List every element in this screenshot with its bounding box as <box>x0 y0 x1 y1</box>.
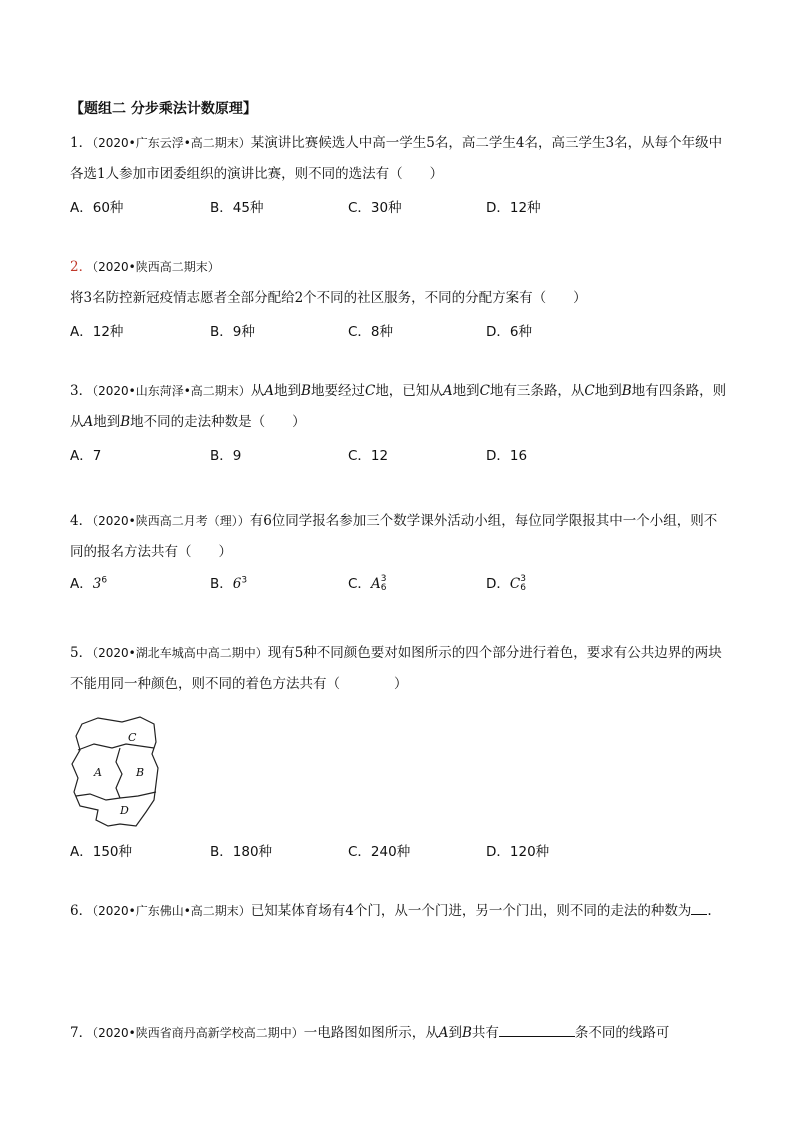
text-seg: 到 <box>448 1025 462 1041</box>
region-map-figure <box>70 714 162 828</box>
option-d <box>486 572 526 593</box>
boundary-ab <box>116 748 122 798</box>
options-1 <box>70 196 730 220</box>
math-sup: 3 <box>380 574 387 584</box>
option-a: A．12种 <box>70 324 124 340</box>
text-seg: 一电路图如图所示，从 <box>303 1025 439 1041</box>
boundary-d <box>76 792 156 800</box>
options-4 <box>70 572 730 596</box>
text-seg: 条不同的线路可 <box>574 1025 670 1041</box>
option-b <box>210 572 247 592</box>
answer-blank[interactable] <box>691 900 707 915</box>
var-a: A <box>264 383 275 399</box>
question-number: 1． <box>70 135 93 151</box>
math-sup: 3 <box>520 574 526 584</box>
var-c: C <box>479 383 490 399</box>
option-a: A．150种 <box>70 844 133 860</box>
question-text: 有6位同学报名参加三个数学课外活动小组，每位同学限报其中一个小组，则不同的报名方法共有（ ） <box>70 513 718 560</box>
options-5 <box>70 840 730 864</box>
math-sup: 6 <box>101 575 108 586</box>
label-d: D <box>120 804 129 817</box>
question-6 <box>70 896 730 927</box>
question-text: 现有5种不同颜色要对如图所示的四个部分进行着色，要求有公共边界的两块不能用同一种颜色，则不同的着色方法共有（ ） <box>70 645 722 692</box>
option-a: A．60种 <box>70 200 124 216</box>
math-sub: 6 <box>520 583 526 593</box>
question-source: （2020•山东菏泽•高二期末） <box>92 384 251 398</box>
question-4 <box>70 506 730 568</box>
option-label: D． <box>486 576 510 592</box>
math-base: C <box>509 576 521 592</box>
section-title: 【题组二 分步乘法计数原理】 <box>70 101 257 117</box>
text-seg: 地到 <box>452 383 480 399</box>
question-source: （2020•广东佛山•高二期末） <box>92 904 251 918</box>
var-a: A <box>442 383 453 399</box>
option-b: B．180种 <box>210 844 273 860</box>
question-source: （2020•广东云浮•高二期末） <box>92 136 251 150</box>
question-number: 3． <box>70 383 93 399</box>
option-b: B．9 <box>210 448 242 464</box>
question-number: 2． <box>70 259 93 275</box>
text-seg: 地到 <box>594 383 622 399</box>
option-a <box>70 572 107 592</box>
option-d: D．16 <box>486 448 528 464</box>
question-text: 某演讲比赛候选人中高一学生5名，高二学生4名，高三学生3名，从每个年级中各选1人参加市团委组织的演讲比赛，则不同的选法有（ ） <box>70 135 723 182</box>
var-b: B <box>461 1025 472 1041</box>
var-b: B <box>301 383 311 399</box>
options-2 <box>70 320 730 344</box>
option-d: D．12种 <box>486 200 541 216</box>
var-b: B <box>621 383 632 399</box>
question-source: （2020•陕西省商丹高新学校高二期中） <box>92 1026 304 1040</box>
question-1 <box>70 128 730 190</box>
var-c: C <box>364 383 376 399</box>
question-3 <box>70 376 730 438</box>
question-number: 5． <box>70 645 93 661</box>
option-c: C．240种 <box>348 844 411 860</box>
math-sub: 6 <box>380 583 387 593</box>
option-b: B．9种 <box>210 324 255 340</box>
answer-blank[interactable] <box>499 1022 575 1037</box>
var-a: A <box>83 414 94 430</box>
question-7 <box>70 1018 730 1049</box>
option-d: D．6种 <box>486 324 532 340</box>
text-seg: 从 <box>250 383 265 399</box>
option-label: A． <box>70 576 93 592</box>
question-source: （2020•陕西高二月考（理）） <box>92 514 250 528</box>
question-text: 将3名防控新冠疫情志愿者全部分配给2个不同的社区服务，不同的分配方案有（ ） <box>70 290 587 306</box>
options-3 <box>70 444 730 468</box>
label-c: C <box>128 731 137 744</box>
option-c <box>348 572 386 593</box>
text-seg: 地有四条路，则从 <box>70 383 727 430</box>
text-seg: . <box>707 903 712 919</box>
math-sup: 3 <box>241 575 248 586</box>
text-seg: 地不同的走法种数是（ ） <box>130 414 306 430</box>
label-b: B <box>136 766 145 779</box>
option-c: C．12 <box>348 448 389 464</box>
math-base: 3 <box>92 576 102 592</box>
text-seg: 地要经过 <box>310 383 365 399</box>
question-2 <box>70 252 730 314</box>
option-c: C．8种 <box>348 324 394 340</box>
question-number: 6． <box>70 903 93 919</box>
question-number: 7． <box>70 1025 93 1041</box>
option-label: B． <box>210 576 233 592</box>
option-c: C．30种 <box>348 200 402 216</box>
text-seg: 共有 <box>471 1025 499 1041</box>
var-b: B <box>120 414 131 430</box>
option-a: A．7 <box>70 448 102 464</box>
question-text: 已知某体育场有4个门，从一个门进，另一个门出，则不同的走法的种数为 <box>250 903 692 919</box>
text-seg: 地到 <box>93 414 121 430</box>
outer-boundary <box>72 717 158 826</box>
text-seg: 地到 <box>274 383 302 399</box>
label-a: A <box>94 766 102 779</box>
var-a: A <box>438 1025 449 1041</box>
var-c: C <box>584 383 595 399</box>
text-seg: 地有三条路，从 <box>489 383 585 399</box>
math-base: A <box>370 576 381 592</box>
question-source: （2020•湖北车城高中高二期中） <box>92 646 268 660</box>
option-label: C． <box>348 576 371 592</box>
option-b: B．45种 <box>210 200 264 216</box>
math-base: 6 <box>232 576 242 592</box>
question-5 <box>70 638 730 700</box>
text-seg: 地，已知从 <box>375 383 443 399</box>
question-source: （2020•陕西高二期末） <box>92 260 220 274</box>
option-d: D．120种 <box>486 844 550 860</box>
question-number: 4． <box>70 513 93 529</box>
boundary-c <box>78 744 154 750</box>
